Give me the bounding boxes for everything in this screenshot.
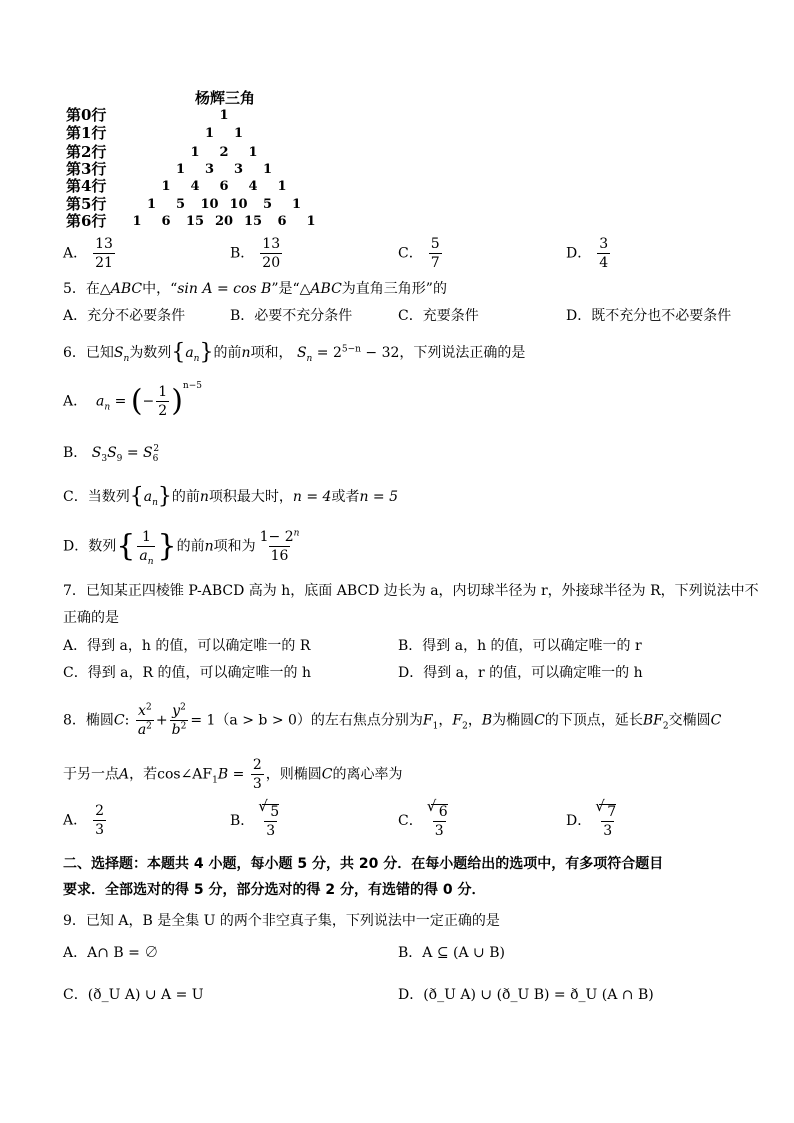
triangle-number: 1 (204, 126, 215, 141)
q6-option-d: D．数列{ $\frac{1}{a_n}$ }的前n项和为 $\frac{1- 2^n}{16}$ (63, 528, 300, 567)
triangle-title: 杨辉三角 (195, 89, 256, 107)
q5-option-b: B．必要不充分条件 (230, 308, 353, 324)
q6-stem: 6．已知$S_n$为数列$\{a_n\}$的前n项和， $S_n = 2^{5-n} - 32$，下列说法正确的是 (63, 340, 526, 365)
triangle-row-label: 第0行 (66, 106, 107, 124)
q7-option-a: A．得到 a，h 的值，可以确定唯一的 R (63, 638, 311, 654)
triangle-row-label: 第5行 (66, 195, 107, 213)
triangle-number: 4 (248, 179, 258, 194)
q6-option-c: C．当数列$\{a_n\}$的前n项积最大时，n = 4或者n = 5 (63, 484, 399, 509)
triangle-number: 6 (219, 179, 229, 194)
q6-option-a: A． $a_n$ = (− $\frac{1}{2}$ )$^{n-5}$ (63, 380, 202, 419)
triangle-number: 6 (161, 214, 171, 229)
triangle-number: 1 (219, 108, 229, 123)
q9-option-a: A．A∩ B = ∅ (63, 945, 159, 961)
triangle-row-label: 第6行 (66, 212, 107, 230)
triangle-number: 1 (132, 214, 142, 229)
q9-option-c: C．(ð_U A) ∪ A = U (63, 987, 204, 1003)
triangle-row-label: 第1行 (66, 124, 107, 142)
triangle-number: 5 (175, 197, 186, 212)
triangle-number: 1 (175, 162, 186, 177)
q4-option-b: B． $\frac{13}{20}$ (230, 236, 281, 271)
triangle-row-label: 第4行 (66, 177, 107, 195)
q8-option-a: A． $\frac{2}{3}$ (63, 803, 105, 838)
triangle-number: 1 (146, 197, 157, 212)
triangle-number: 3 (204, 162, 215, 177)
q7-option-b: B．得到 a，h 的值，可以确定唯一的 r (398, 638, 642, 654)
triangle-number: 6 (277, 214, 287, 229)
section-2-header: 二、选择题：本题共 4 小题，每小题 5 分，共 20 分．在每小题给出的选项中，有多项符合题目 要求．全部选对的得 5 分，部分选对的得 2 分，有选错的得 0 分． (63, 856, 664, 898)
q8-option-b: B． √ $\frac{5}{3}$ (230, 804, 283, 838)
triangle-number: 20 (214, 214, 234, 229)
q4-option-d: D． $\frac{3}{4}$ (566, 236, 609, 271)
q5-option-c: C．充要条件 (398, 308, 479, 324)
q6-option-b: B． $S_3S_9 = S_6^2$ (63, 444, 160, 464)
triangle-number: 1 (262, 162, 273, 177)
q9-option-b: B．A ⊆ (A ∪ B) (398, 945, 505, 961)
triangle-number: 10 (200, 197, 219, 212)
triangle-number: 1 (233, 126, 244, 141)
q7-option-d: D．得到 a，r 的值，可以确定唯一的 h (398, 665, 643, 681)
triangle-number: 2 (219, 145, 229, 160)
q8-stem-line2: 于另一点A，若$\cos\angle AF_1B$ = $\frac{2}{3}$ ，则椭圆C的离心率为 (63, 757, 403, 792)
triangle-number: 1 (190, 145, 200, 160)
triangle-number: 1 (306, 214, 316, 229)
triangle-number: 1 (248, 145, 258, 160)
triangle-number: 1 (277, 179, 287, 194)
q5-stem: 5．在△ABC中，“sin A = cos B”是“△ABC为直角三角形”的 (63, 281, 447, 297)
triangle-number: 4 (190, 179, 200, 194)
triangle-number: 1 (291, 197, 302, 212)
q7-option-c: C．得到 a，R 的值，可以确定唯一的 h (63, 665, 311, 681)
q4-option-a: A． $\frac{13}{21}$ (63, 236, 113, 271)
q5-option-d: D．既不充分也不必要条件 (566, 308, 732, 324)
q7-stem-line1: 7．已知某正四棱锥 P-ABCD 高为 h，底面 ABCD 边长为 a，内切球半径为 r，外接球半径为 R，下列说法中不 (63, 583, 759, 599)
triangle-number: 15 (185, 214, 205, 229)
q4-option-c: C． $\frac{5}{7}$ (398, 236, 440, 271)
triangle-number: 5 (262, 197, 273, 212)
q8-option-d: D． √ $\frac{7}{3}$ (566, 804, 620, 838)
triangle-number: 15 (243, 214, 263, 229)
q9-stem: 9．已知 A，B 是全集 U 的两个非空真子集，下列说法中一定正确的是 (63, 913, 500, 929)
triangle-number: 1 (161, 179, 171, 194)
q7-stem-line2: 正确的是 (63, 610, 119, 626)
q9-option-d: D．(ð_U A) ∪ (ð_U B) = ð_U (A ∩ B) (398, 987, 654, 1003)
triangle-row-label: 第2行 (66, 143, 107, 161)
q5-option-a: A．充分不必要条件 (63, 308, 186, 324)
triangle-number: 10 (229, 197, 248, 212)
triangle-number: 3 (233, 162, 244, 177)
q8-stem-line1: 8．椭圆C: $\frac{x^2}{a^2}$ + $\frac{y^2}{b^2}$ = 1（a > b > 0）的左右焦点分别为$F_1$，$F_2$，B为椭圆C的下顶点，延长$BF_2$交椭圆C (63, 702, 722, 738)
triangle-row-label: 第3行 (66, 160, 107, 178)
q8-option-c: C． √ $\frac{6}{3}$ (398, 804, 452, 838)
